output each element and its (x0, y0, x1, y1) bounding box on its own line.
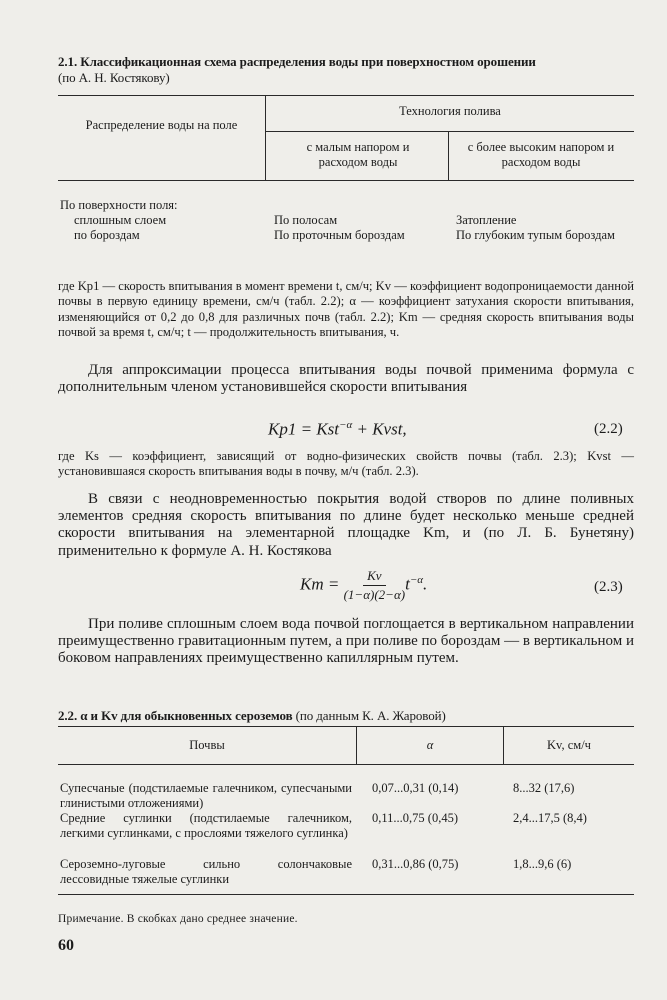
formula-2-2-exp: −α (339, 419, 353, 431)
approximation-paragraph: Для аппроксимации процесса впитывания воды почвой применима формула с дополнительным членом установившейся скорости впитывания (58, 362, 634, 396)
kv-row-1: 8...32 (17,6) (513, 781, 575, 795)
formula-2-2-lhs: Kp1 (268, 419, 297, 439)
col-header-alpha: α (426, 738, 434, 752)
formula-2-3-exp: −α (409, 573, 424, 586)
row-title: По поверхности поля: (60, 198, 178, 212)
caption-rest-2: (по данным К. А. Жаровой) (295, 708, 446, 723)
formula-2-2-number: (2.2) (594, 421, 623, 437)
table2-top-rule (58, 726, 634, 727)
header-low-pressure: с малым напором и расходом воды (306, 140, 410, 169)
alpha-row-1: 0,07...0,31 (0,14) (372, 781, 459, 795)
table-2-2-caption (58, 708, 633, 724)
table-2-1-caption (58, 54, 633, 86)
formula-2-3-fraction (344, 568, 406, 603)
caption-rest: (по А. Н. Костякову) (58, 70, 170, 85)
soil-row-2: Средние суглинки (подстилаемые галечником, легкими суглинками, с прослоями тяжелого суглинка) (60, 811, 352, 840)
irrigation-paragraph: При поливе сплошным слоем вода почвой поглощается в вертикальном направлении преимущественно гравитационным путем, а при поливе по бороздам — в вертикальном и боковом направлениях преимущественно капиллярным путем. (58, 616, 634, 667)
formula-2-3-number: (2.3) (594, 579, 623, 595)
row-2-col2: По глубоким тупым бороздам (456, 228, 615, 242)
ks-paragraph: где Ks — коэффициент, зависящий от водно-физических свойств почвы (табл. 2.3); Kvst — установившаяся скорость впитывания воды в почву, м/ч (табл. 2.3). (58, 449, 634, 479)
formula-2-3: Km = $\frac{Kv}{(1-\alpha)(2-\alpha)}$ $t^{-\alpha}$. (300, 568, 428, 602)
row-label-2: по бороздам (74, 228, 140, 242)
caption-bold-2: 2.2. α и Kv для обыкновенных сероземов (58, 708, 293, 723)
alpha-row-3: 0,31...0,86 (0,75) (372, 857, 459, 871)
page-number: 60 (58, 937, 74, 954)
bunetyan-paragraph: В связи с неодновременностью покрытия водой створов по длине поливных элементов средняя скорость впитывания по длине будет несколько меньше средней скорости впитывания на элементарной площадке Km, и (по Л. Б. Бунетяну) применительно к формуле А. Н. Костякова (58, 491, 634, 559)
table-note: Примечание. В скобках дано среднее значение. (58, 913, 298, 925)
row-label-1: сплошным слоем (74, 213, 167, 227)
table-mid-rule (266, 131, 634, 132)
header-technology: Технология полива (399, 104, 501, 118)
formula-2-3-numerator: Kv (363, 568, 385, 586)
formula-2-2: Kp1 = Kst$^{-\alpha}$ + Kvst, (268, 419, 407, 439)
formula-2-2-tail: + Kvst, (356, 419, 407, 439)
header-high-pressure: с более высоким напором и расходом воды (467, 140, 615, 169)
col-header-kv: Kv, см/ч (547, 738, 591, 752)
row-2-col1: По проточным бороздам (274, 228, 405, 242)
kv-row-3: 1,8...9,6 (6) (513, 857, 572, 871)
table-vertical-rule-2 (448, 131, 449, 180)
alpha-row-2: 0,11...0,75 (0,45) (372, 811, 458, 825)
table-bottom-rule (58, 180, 634, 181)
caption-bold: 2.1. Классификационная схема распределения воды при поверхностном орошении (58, 54, 536, 69)
soil-row-3: Сероземно-луговые сильно солончаковые лессовидные тяжелые суглинки (60, 857, 352, 886)
kv-row-2: 2,4...17,5 (8,4) (513, 811, 587, 825)
row-1-col2: Затопление (456, 213, 517, 227)
definitions-paragraph: где Kp1 — скорость впитывания в момент времени t, см/ч; Kv — коэффициент водопроницаемости данной почвы в первую единицу времени, см/ч (табл. 2.2); α — коэффициент затухания скорости впитывания, изменяющийся от 0,2 до 0,8 для различных почв (табл. 2.2); Km — средняя скорость впитывания воды почвой за время t, см/ч; t — продолжительность впитывания, ч. (58, 279, 634, 339)
table2-bottom-rule (58, 894, 634, 895)
formula-2-3-denominator: (1−α)(2−α) (343, 587, 406, 602)
formula-2-2-term: Kst (316, 419, 340, 439)
table-top-rule (58, 95, 634, 96)
header-distribution: Распределение воды на поле (85, 118, 238, 132)
table2-header-rule (58, 764, 634, 765)
formula-2-3-tail: t (405, 574, 410, 594)
soil-row-1: Супесчаные (подстилаемые галечником, супесчаными глинистыми отложениями) (60, 781, 352, 810)
row-1-col1: По полосам (274, 213, 338, 227)
formula-2-3-lhs: Km = (300, 574, 340, 594)
col-header-soils: Почвы (189, 738, 225, 752)
